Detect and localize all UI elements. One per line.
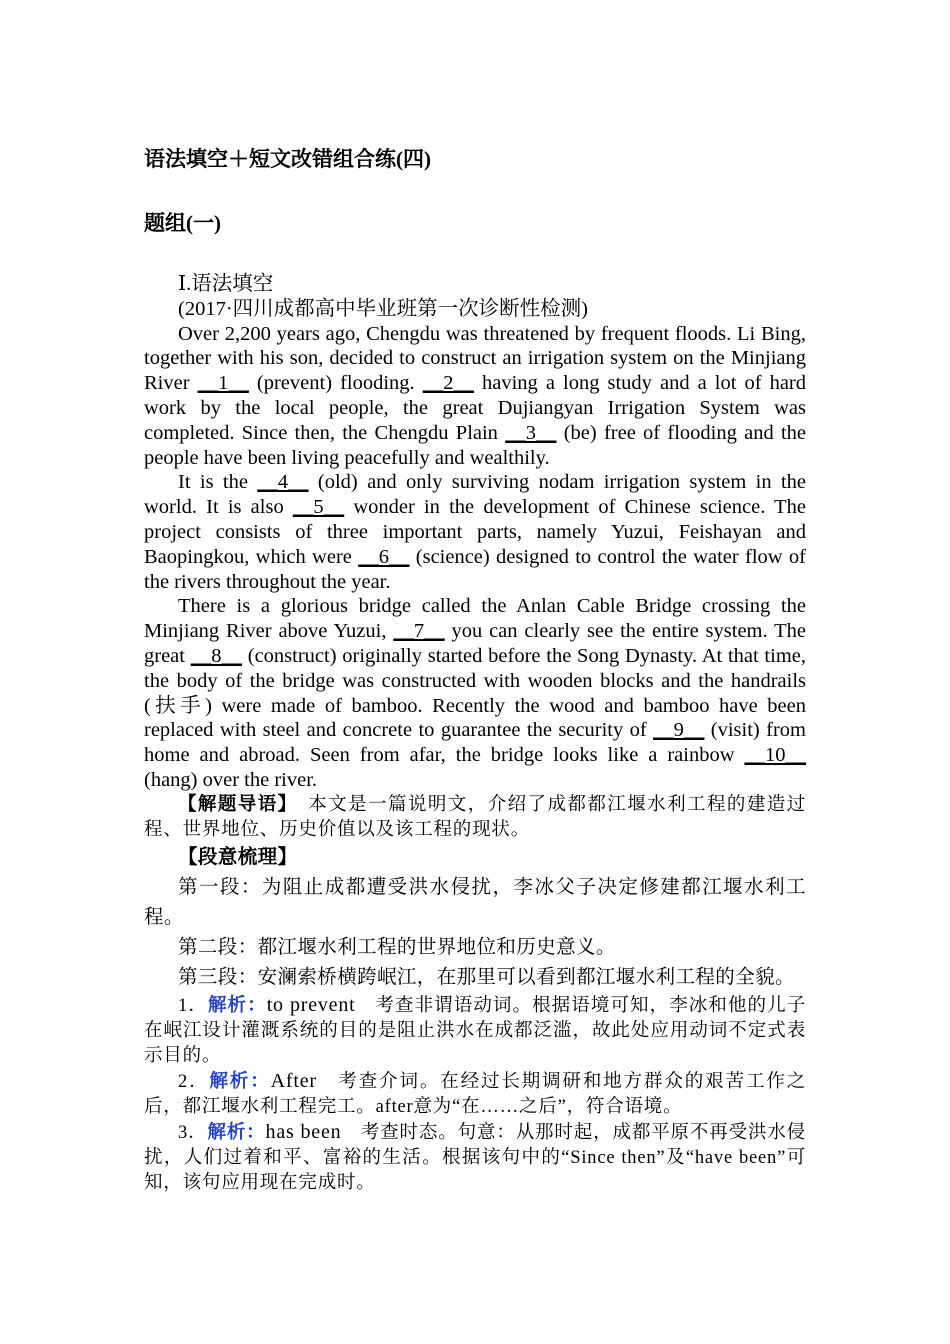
section-title: Ⅰ.语法填空 [178, 273, 274, 295]
passage-text: (prevent) flooding. [248, 372, 423, 395]
guide-note [144, 793, 806, 843]
explanation-label: 解析： [207, 1122, 266, 1143]
passage-text: (old) and only surviving nodam irrigation system in the world. It is also [144, 471, 806, 519]
passage-paragraph-3 [144, 594, 806, 792]
answer-value: has been [265, 1120, 342, 1143]
outline-paragraph-2: 第二段：都江堰水利工程的世界地位和历史意义。 [178, 936, 616, 958]
passage-text: you can clearly see the entire system. The great [144, 620, 806, 667]
passage-text: (construct) originally started before the Song Dynasty. At that time, the body of the bridge was constructed with wooden blocks and the handrails (扶手) were made of bamboo. Recently the wood and bamboo have been replaced with steel and concrete to guarantee the security of [144, 644, 806, 742]
blank-5: __5__ [292, 496, 345, 519]
blank-1: __1__ [197, 372, 249, 395]
passage-text: (be) free of flooding and the people have been living peacefully and wealthily. [144, 421, 807, 469]
blank-3: __3__ [505, 421, 557, 444]
passage-text: There is a glorious bridge called the Anlan Cable Bridge crossing the Minjiang River above Yuzui, [144, 595, 806, 643]
blank-6: __6__ [358, 545, 410, 568]
answer-number: 3． [178, 1122, 208, 1143]
answer-value: After [270, 1069, 317, 1092]
exercise-section [144, 272, 806, 1196]
answer-item [144, 1069, 806, 1120]
passage-paragraph-1 [144, 322, 806, 471]
explanation-text: 考查介词。在经过长期调研和地方群众的艰苦工作之后，都江堰水利工程完工。after意为“在……之后”，符合语境。 [144, 1071, 807, 1117]
answer-number: 2． [178, 1071, 210, 1092]
passage-text: (science) designed to control the water flow of the rivers throughout the year. [144, 545, 806, 593]
answer-number: 1． [178, 995, 208, 1016]
blank-9: __9__ [653, 719, 705, 742]
outline-label [144, 843, 806, 873]
outline-paragraph-3: 第三段：安澜索桥横跨岷江，在那里可以看到都江堰水利工程的全貌。 [178, 966, 795, 988]
explanation-label: 解析： [209, 1071, 271, 1092]
outline-label-text: 【段意梳理】 [178, 846, 298, 868]
passage-text: Over 2,200 years ago, Chengdu was threatened by frequent floods. Li Bing, together with his son, decided to construct an irrigation system on the Minjiang River [144, 322, 806, 395]
blank-10: __10__ [744, 744, 806, 767]
answer-item [144, 1120, 806, 1196]
passage-text: (hang) over the river. [144, 768, 318, 791]
blank-8: __8__ [190, 644, 242, 667]
passage-text: wonder in the development of Chinese science. The project consists of three important parts, namely Yuzui, Feishayan and Baopingkou, which were [144, 496, 806, 568]
answer-value: to prevent [266, 993, 356, 1016]
passage-text: having a long study and a lot of hard work by the local people, the great Dujiangyan Irrigation System was completed. Since then, the Chengdu Plain [144, 372, 807, 444]
explanation-text: 考查时态。句意：从那时起，成都平原不再受洪水侵扰，人们过着和平、富裕的生活。根据该句中的“Since then”及“have been”可知，该句应用现在完成时。 [144, 1122, 806, 1193]
outline-paragraph-1: 第一段：为阻止成都遭受洪水侵扰，李冰父子决定修建都江堰水利工程。 [144, 876, 806, 928]
guide-text: 本文是一篇说明文，介绍了成都都江堰水利工程的建造过程、世界地位、历史价值以及该工程的现状。 [144, 794, 806, 840]
explanation-text: 考查非谓语动词。根据语境可知，李冰和他的儿子在岷江设计灌溉系统的目的是阻止洪水在成都泛滥，故此处应用动词不定式表示目的。 [144, 995, 807, 1066]
group-title: 题组(一) [144, 211, 221, 235]
explanation-label: 解析： [207, 995, 267, 1016]
passage-text: It is the [178, 471, 258, 494]
answer-item [144, 993, 806, 1069]
passage-paragraph-2 [144, 470, 806, 594]
page-title: 语法填空＋短文改错组合练(四) [144, 147, 431, 171]
passage-text: (visit) from home and abroad. Seen from afar, the bridge looks like a rainbow [144, 719, 806, 767]
blank-2: __2__ [422, 372, 474, 395]
blank-7: __7__ [393, 620, 445, 643]
source-note: (2017·四川成都高中毕业班第一次诊断性检测) [178, 297, 588, 320]
guide-label: 【解题导语】 [178, 794, 289, 815]
blank-4: __4__ [257, 471, 309, 494]
